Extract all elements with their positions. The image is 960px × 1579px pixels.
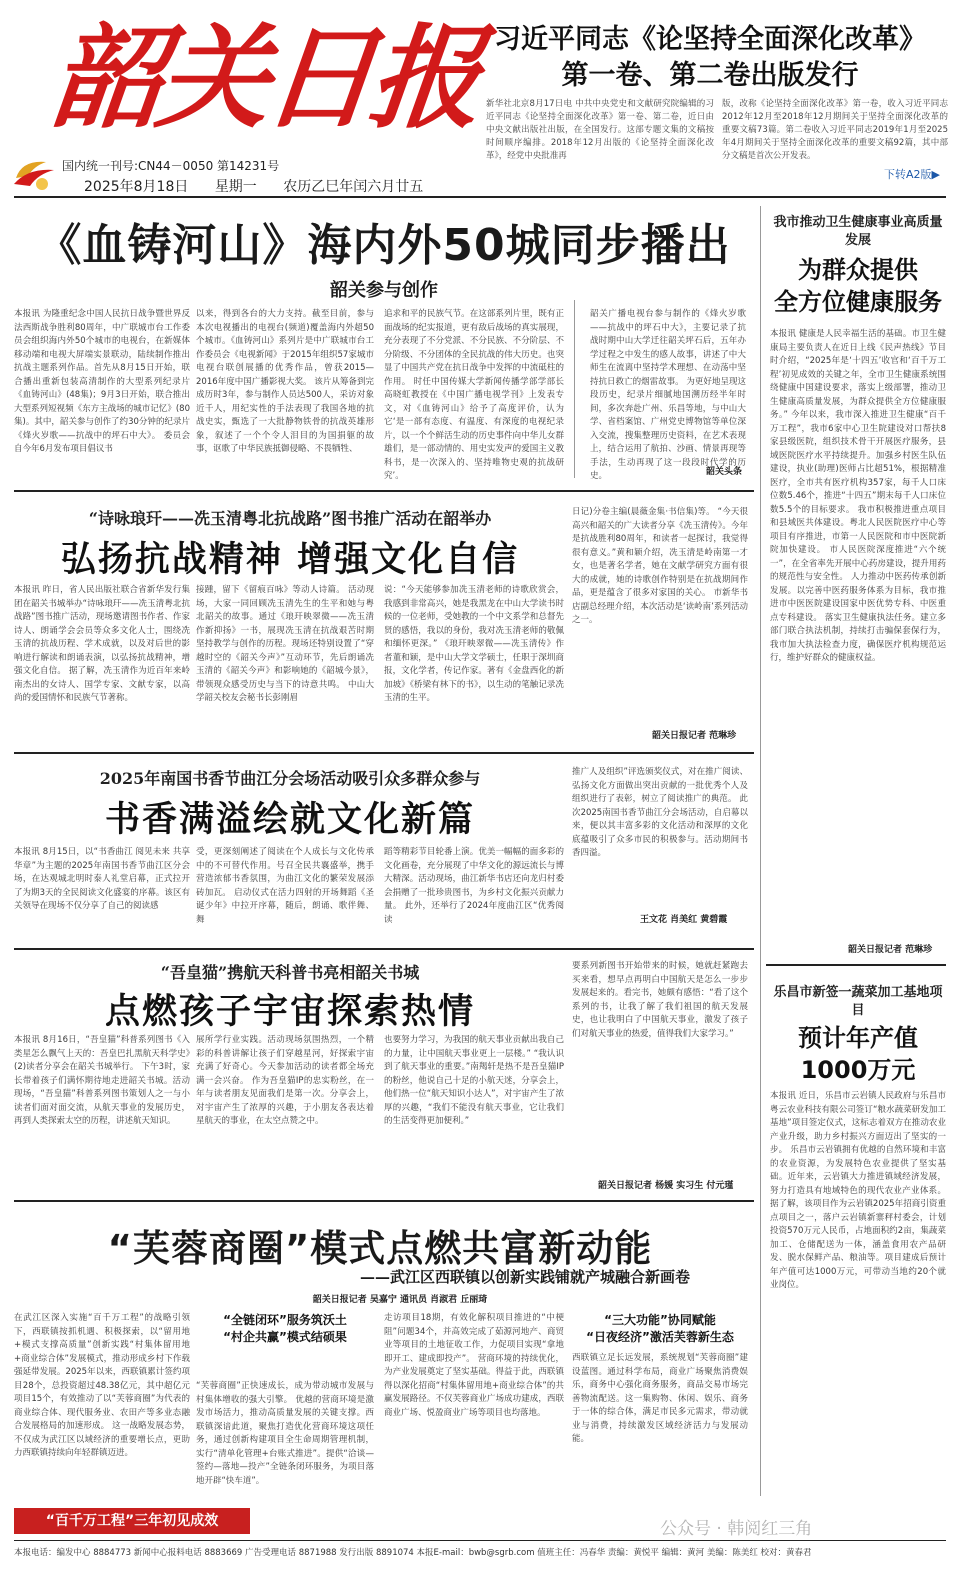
bottom-box1-title-line2: “村企共赢”模式结硕果 [223, 1330, 347, 1344]
story3-divider [14, 948, 754, 950]
date-line [84, 176, 445, 196]
bottom-box2-title [572, 1312, 748, 1346]
lunar-date: 农历乙巳年闰六月廿五 [283, 179, 424, 195]
story2-col4: 日记)分卷主编(晨薇金集·书信集)等。 “今天很高兴和韶关的广大读者分享《冼玉清传》。今年是抗战胜利80周年，和读者一起探讨，我觉得很有意义。”黄和颖介绍，冼玉清是岭南第一才女，也是著名学者，她在文献学研究方面有很大的成就，她的诗歌创作特别是在抗战期间作品，更是蕴含了很多对家国的关心。 市新华书店副总经理介绍，本次活动是‘读岭南’系列活动之一。 [572, 507, 748, 625]
story3-credit: 王文花 肖美红 黄碧霞 [640, 915, 728, 925]
story4-divider [14, 1200, 754, 1202]
footer-divider [14, 1540, 946, 1541]
top-story-col1: 新华社北京8月17日电 中共中央党史和文献研究院编辑的习近平同志《论坚持全面深化改革》第一卷、第二卷，近日由中央文献出版社出版，在全国发行。这部专题文集的文稿按时间顺序编排。2018年12月出版的《论坚持全面深化改革》，经党中央批准再 [486, 99, 714, 161]
rail-story2-kicker: 乐昌市新签一蔬菜加工基地项目 [773, 985, 943, 1018]
rail-story1-headline-line1: 为群众提供 [798, 256, 918, 284]
lead-story-col2: 以来，得到各台的大力支持。截至目前，参与本次电视播出的电视台(频道)覆盖海内外超50个城市。《血铸河山》系列片是中广联城市台工作委员会《电视新闻》于2015年组织57家城市电视台联创展播的优秀作品，曾获2015—2016年度中国广播影视大奖。 该片从筹备到完成历时3年，参与制作人员达500人，采访对象近千人，用纪实性的手法表现了我国各地的抗战史实，甄选了一大批静物铁骨的抗战英雄形象，叙述了一个个令人泪目的为国捐躯的故事，讴歌了中华民族抵御侵略、不畏牺牲、 [196, 309, 374, 454]
story3-col4: 推广人及组织”评选颁奖仪式，对在推广阅读、弘扬文化方面做出突出贡献的一批优秀个人及组织进行了表彰，树立了阅读推广的典范。 此次2025南国书香节曲江分会场活动，自启幕以来，便以其丰富多彩的文化活动和深厚的文化底蕴吸引了众多市民的积极参与。活动期间书香四溢。 [572, 767, 748, 858]
bottom-story-col2: “芙蓉商圈”正快速成长，成为带动城市发展与村集体增收的强大引擎。 优越的营商环境是激发市场活力，推动高质量发展的关键支撑。西联镇深谙此道，聚焦打造优化营商环境这项任务，通过创新构建项目全生命周期管理机制，实行“清单化管理+台账式推进”。提供“洽谈—签约—落地—投产”全链条闭环服务，为项目落地开辟“快车道”。 [196, 1381, 374, 1486]
story3-headline[interactable]: 书香满溢绘就文化新篇 [104, 800, 475, 840]
rail-divider-1 [766, 964, 946, 966]
rail-story2-body: 本报讯 近日，乐昌市云岩镇人民政府与乐昌市粤云农业科技有限公司签订“粮水蔬菜研发加工基地”项目签定仪式，这标志着双方在推动农业产业升级，助力乡村振兴方面迈出了坚实的一步。 乐昌市云岩镇拥有优越的自然环境和丰富的农业资源，为发展特色农业提供了坚实基础。近年来，云岩镇大力推进镇域经济发展，努力打造具有地域特色的现代农业产业体系。 据了解，该项目作为云岩镇2025年招商引资重点项目之一，落户云岩镇新寨秤村委会，计划投资570万元人民币，占地面积约2亩，集蔬菜加工、仓储配送为一体，涵盖食用农产品研发、脱水保鲜产品、粮油等。项目建成后预计年产值可达1000万元，可带动当地约20个就业岗位。 [770, 1091, 946, 1290]
issue-weekday: 星期一 [214, 179, 257, 195]
rail-story1-headline-line2: 全方位健康服务 [774, 288, 942, 316]
story4-col1: 本报讯 8月16日，“吾皇猫”科普系列图书《入类星怎么飘气上天的：吾皇巴扎黑航天科学史》(2)读者分享会在韶关书城举行。 下午3时，家长带着孩子们满怀期待地走进韶关书城。活动现场，“吾皇猫”科普系列图书策划人之一与小读者们面对面交流，从航天事业的发展历史，再到人类探索太空的历程，讲述航天知识。 [14, 1035, 190, 1126]
issue-date: 2025年8月18日 [84, 179, 189, 195]
rail-story2-headline[interactable] [768, 1022, 948, 1086]
story2-col2: 接踵，留下《留痕百咏》等动人诗篇。 活动现场，大家一同回顾冼玉清先生的生平和她与粤北韶关的故事。通过《琅玕映翠微——冼玉清作新抑扬》一书，展现冼玉清在抗战艰苦时期坚持教学与创作的历程。现场还特别设置了“穿越时空的《韶关今声》”互动环节，先后朗诵冼玉清的《韶关今声》和影响她的《韶城今景》，带领现众感受历史与当下的诗意共鸣。 中山大学韶关校友会秘书长彭刚眉 [196, 585, 374, 703]
lead-story-col3: 追求和平的民族气节。在这部系列片里，既有正面战场的纪实报道，更有敌后战场的真实展现，充分表现了不分党派、不分民族、不分阶层、不分阶级、不分团体的全民抗战的伟大历史。也突显了中国共产党在抗日战争中发挥的中流砥柱的作用。 时任中国传媒大学新闻传播学部学部长高晓虹教授在《中国广播电视学刊》上发表专文，对《血铸河山》给予了高度评价，认为它‘是一部有态度、有温度、有深度的电视纪录片，以一个个鲜活生动的历史事件向中华儿女群雄们，是一部动情的、用史实发声的爱国主义教科书，是一次深入的、坚持唯物史观的抗战研究’。 [384, 309, 564, 481]
top-story-headline[interactable] [470, 22, 950, 94]
bottom-story-subhead: ——武江区西联镇以创新实践铺就产城融合新画卷 [359, 1268, 690, 1286]
top-story-col2: 版，改称《论坚持全面深化改革》第一卷，收入习近平同志2012年12月至2018年12月期间关于坚持全面深化改革的重要文稿73篇。第二卷收入习近平同志2019年1月至2025年4月期间关于坚持全面深化改革的重要文稿92篇，其中部分文稿是首次公开发表。 [722, 99, 948, 161]
wechat-watermark: 公众号 · 韩阅红三角 [660, 1519, 813, 1539]
campaign-banner[interactable]: “百千万工程”三年初见成效 [14, 1508, 250, 1534]
story3-col1: 本报讯 8月15日，以“书香曲江 阅见未来 共享华章”为主题的2025年南国书香节曲江区分会场，在达观城北明时泰人礼堂启幕，正式拉开了为期3天的全民阅读文化盛宴的序幕。该区有关领导在现场不仅分享了自己的阅读感 [14, 847, 190, 911]
rail-story1-body: 本报讯 健康是人民幸福生活的基础。市卫生健康局主要负责人在近日上线《民声热线》节目时介绍，“2025年是‘十四五’收官和‘百千万工程’初见成效的关键之年，全市卫生健康系统围绕健康中国建设要求，落实上级部署，推动卫生健康高质量发展，为群众提供全方位健康服务。” 今年以来，我市深入推进卫生健康“百千万工程”，我市6家中心卫生院建设对口帮扶8家县级医院，组织技术骨干开展医疗服务，县域医院医疗水平持续提升。加强乡村医生队伍建设，执业(助理)医师占比超51%，根据精准医疗，全市共有医疗机构357家，每千人口床位数5.46个，推进“十四五”期末每千人口床位数5.5个的目标要求。 我市积极推进重点项目和县域医共体建设。粤北人民医院医疗中心等项目有序推进，市第一人民医院和市中医院新院加快建设。 市人民医院深度推进“六个统一”，在全省率先开展中心药房建设，提升用药的规范性与安全性。 人力推动中医药传承创新发展。以完善中医药服务体系为目标，我市推进市中医医院建设国家中医优势专科、中医重点专科建设。 落实卫生健康执法任务。建立多部门联合执法机制，持续打击骗保套保行为，我市加大执法检查力度，确保医疗机构规范运行，维护好群众的健康权益。 [770, 329, 946, 663]
bottom-box2-title-line1: “三大功能”协同赋能 [604, 1313, 716, 1327]
story3-col2: 受，更深刻阐述了阅读在个人成长与文化传承中的不可替代作用。号召全民共襄盛举，携手营造浓郁书香氛围，为曲江文化的繁荣发展添砖加瓦。 启动仪式在活力四射的开场舞蹈《圣诞少年》中拉开序幕，随后，朗诵、歌伴舞、舞 [196, 847, 374, 925]
lead-story-subhead: 韶关参与创作 [330, 280, 438, 301]
story2-col3: 说：“今天能够参加冼玉清老师的诗歌欣赏会，我感到非常高兴，她是我黑龙在中山大学读书时候的一位老师，受她教的一个中文系学和总督先贤的感悟，我以的身份，我对冼玉清老师的敬佩和缅怀更深。” 《琅玕映翠微——冼玉清传》作者董和颖，是中山大学文学硕士，任职于深圳商报，文化学者，传记作家。著有《金盘西化的新加坡》《桥梁有林下的书》，以生动的笔触记录冼玉清的生平。 [384, 585, 564, 703]
bottom-box1-title [196, 1312, 374, 1346]
rail-story1-kicker: 我市推动卫生健康事业高质量发展 [773, 215, 943, 248]
masthead-title: 韶关日报 [45, 13, 483, 144]
bottom-story-col3: 走访项目18期，有效化解积项目推进的“中梗阻”问题34个，并高效完成了茹源河地产、商贸业等项目的土地征收工作，力促项目实现“拿地即开工、建成即投产”。 营商环境的持续优化，为产业发展奠定了坚实基础。得益于此，西联镇得以深化招商“村集体留用地+商业综合体”的共赢发展路径。不仅芙蓉商业广场成功建成，西联商业广场、悦盈商业广场等项目也均落地。 [384, 1313, 564, 1418]
story2-headline[interactable]: 弘扬抗战精神 增强文化自信 [60, 540, 520, 580]
lead-story-col4: 韶关广播电视台参与制作的《烽火岁歌——抗战中的坪石中大》，主要记录了抗战时期中山大学迁往韶关坪石后，五年办学过程之中发生的感人故事，讲述了中大师生在流离中坚持学术理想、在动荡中坚持抗日救亡的烟雷故事。 为更好地呈现这段历史，纪录片细腻地国溯历经半年时间，多次奔赴广州、乐昌等地，与中山大学、省档案馆、广州党史博物馆等单位深入交流，搜集整理历史资料，在艺术表现上，结合运用了航拍、沙画、情景再现等手法，生动再现了这一段段时代学的历史。 [590, 309, 746, 481]
story3-kicker: 2025年南国书香节曲江分会场活动吸引众多群众参与 [99, 769, 481, 788]
story4-headline[interactable]: 点燃孩子宇宙探索热情 [104, 992, 475, 1032]
newspaper-logo-icon [12, 154, 56, 194]
top-story-headline-line1: 习近平同志《论坚持全面深化改革》 [494, 24, 926, 55]
story2-divider [14, 752, 754, 754]
story4-col4: 要系列新图书开始带来的时候，她就赶紧跑去买来看，想早点再明白中国航天是怎么一步步发展起来的。看完书，她颇有感悟：“看了这个系列的书，让我了解了我们祖国的航天发展史，也让我明白了中国航天事业，激发了孩子们对航天事业的热爱，值得我们大家学习。” [572, 961, 748, 1039]
lead-story-divider [14, 490, 754, 492]
story2-kicker: “诗咏琅玕——冼玉清粤北抗战路”图书推广活动在韶举办 [88, 509, 492, 528]
story4-kicker: “吾皇猫”携航天科普书亮相韶关书城 [160, 963, 420, 982]
bottom-box2-title-line2: “日夜经济”激活芙蓉新生态 [586, 1330, 734, 1344]
story4-col3: 也要努力学习，为我国的航天事业贡献出我自己的力量，让中国航天事业更上一层楼。” “我认识到了航天事业的重要。”南羯轩是热不是吾皇猫IP的粉丝，他说自己十足的小航天迷，分享会上，他们热一位“航天知识小达人”，对宇宙产生了浓厚的兴趣，“我们不能没有航天事业，它让我们的生活变得更加便利。” [384, 1035, 564, 1126]
rail-story1-headline[interactable] [768, 254, 948, 318]
bottom-story-col1: 在武江区深入实施“百千万工程”的战略引领下，西联镇按抓机遇、积极探索，以“留用地+模式支撑高质量”创新实践“村集体留用地+商业综合体”发展模式，推动形成乡村下作载强延带发展。2025年以来，西联镇累计签约项目28个，总投资超过48.38亿元，其中超亿元项目15个，有效推动了以“芙蓉商圈”为代表的商业综合体、现代服务业、农田产等多业态融合发展格局的加速形成。 这一战略发展态势，不仅成为武江区以域经济的重要增长点，更助力西联镇持续向年轻群镇迈进。 [14, 1313, 190, 1458]
rail-story2-headline-line1: 预计年产值 [798, 1024, 918, 1052]
top-story-headline-line2: 第一卷、第二卷出版发行 [561, 60, 859, 91]
jump-to-a2-link[interactable]: 下转A2版▶ [884, 168, 940, 181]
bottom-story-byline: 韶关日报记者 吴嘉宁 通讯员 肖淑君 丘丽琦 [312, 1295, 488, 1305]
rail-story2-headline-line2: 1000万元 [800, 1056, 916, 1084]
rail-story1-credit: 韶关日报记者 范琳珍 [848, 945, 933, 955]
bottom-story-col4: 西联镇立足长远发展，系统规划“芙蓉商圈”建设蓝图。通过科学布局，商业广场聚焦消费娱乐，商务中心强化商务服务，商品交易市场完善物流配送。这一集购物、休闲、娱乐、商务于一体的综合体，满足市民多元需求，带动就业与消费，持续激发区域经济活力与发展动能。 [572, 1353, 748, 1444]
lead-story-col1: 本报讯 为隆重纪念中国人民抗日战争暨世界反法西斯战争胜利80周年，中广联城市台工作委员会组织海内外50个城市的电视台，在新媒体移动端和电视大屏端实景联动，陆续制作推出抗战主题系列作品。首先从8月15日开始，联合播出重新包装高清制作的大型系列纪录片《血铸河山》(48集)；9月3日开始，联合推出大型系列短视频《东方主战场的城市记忆》(80集)。其中，韶关参与创作了约30分钟的纪录片《烽火岁歌——抗战中的坪石中大》。 委员会自今年6月发布项目倡议书 [14, 309, 190, 454]
issn-line: 国内统一刊号:CN44－0050 第14231号 [62, 159, 280, 173]
rail-divider [760, 206, 761, 1496]
story4-col2: 展所学行业实践。活动现场氛围热烈，一个精彩的科普讲解让孩子们穿越星河，好探索宇宙充满了好奇心。今天参加活动的读者都全场充满一会兴奋。 作为吾皇猫IP的忠实粉丝，在一年与读者朋友见面我们是第一次。分享会上，对宇宙产生了浓厚的兴趣，于小朋友各表达着星航天的事业，在太空点赞之中。 [196, 1035, 374, 1126]
lead-story-col-rule [574, 300, 575, 478]
story2-credit: 韶关日报记者 范琳珍 [652, 731, 737, 741]
bottom-box1-title-line1: “全链闭环”服务筑沃土 [223, 1313, 347, 1327]
lead-story-headline[interactable]: 《血铸河山》海内外50城同步播出 [37, 220, 731, 271]
footer-contacts: 本报电话：编发中心 8884773 新闻中心报料电话 8883669 广告受理电话 8871988 发行出版 8891074 本报E-mail：bwb@sgrb.com 值班主任：冯春华 责编：黄悦平 编辑：黄河 美编：陈美红 校对：黄春君 [14, 1548, 812, 1558]
bottom-story-headline[interactable]: “芙蓉商圈”模式点燃共富新动能 [107, 1227, 653, 1270]
masthead-divider [14, 196, 946, 198]
story3-col3: 蹈等精彩节目轮番上演。优美一幅幅的面多彩的文化画卷，充分展现了中华文化的源远流长与博大精深。活动现场，曲江新华书店还向龙归村委会捐赠了一批珍贵图书，为乡村文化振兴贡献力量。 此外，还举行了2024年度曲江区“优秀阅读 [384, 847, 564, 925]
lead-story-credit: 韶关头条 [706, 467, 743, 477]
story4-credit: 韶关日报记者 杨媛 实习生 付元瑾 [598, 1181, 734, 1191]
story2-col1: 本报讯 昨日，省人民出版社联合省新华发行集团在韶关书城举办“诗咏琅玕——冼玉清粤北抗战路”图书推广活动，现场邀请图书作者、作家诗人、朗诵学会会员等众多文化人士，围绕冼玉清的抗战历程、学术成就，以及对后世的影响进行解读和朗诵表演，以弘扬抗战精神，增强文化自信。 据了解，冼玉清作为近百年来岭南杰出的女诗人、国学专家、文献专家，以高尚的爱国情怀和民族气节著称。 [14, 585, 190, 703]
